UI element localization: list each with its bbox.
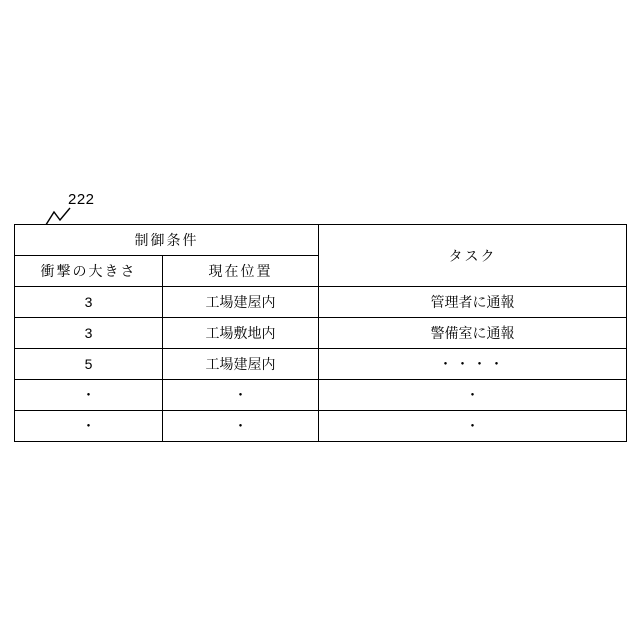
cell-impact: ・	[15, 380, 163, 411]
reference-numeral-block	[44, 192, 164, 226]
table-row	[15, 287, 627, 318]
cell-task: ・・・・	[319, 349, 627, 380]
cell-task: ・	[319, 411, 627, 442]
cell-impact: 3	[15, 287, 163, 318]
cell-task: 管理者に通報	[319, 287, 627, 318]
table-row	[15, 411, 627, 442]
table-row	[15, 318, 627, 349]
cell-impact: ・	[15, 411, 163, 442]
header-task: タスク	[319, 225, 627, 287]
table-row	[15, 349, 627, 380]
cell-position: 工場敷地内	[163, 318, 319, 349]
table-row	[15, 380, 627, 411]
header-control-condition: 制御条件	[15, 225, 319, 256]
cell-position: ・	[163, 411, 319, 442]
cell-task: ・	[319, 380, 627, 411]
cell-impact: 5	[15, 349, 163, 380]
cell-position: 工場建屋内	[163, 287, 319, 318]
cell-impact: 3	[15, 318, 163, 349]
cell-position: 工場建屋内	[163, 349, 319, 380]
header-current-position: 現在位置	[163, 256, 319, 287]
reference-numeral-label: 222	[68, 191, 95, 208]
control-condition-task-table	[14, 224, 626, 442]
header-impact-magnitude: 衝撃の大きさ	[15, 256, 163, 287]
cell-task: 警備室に通報	[319, 318, 627, 349]
cell-position: ・	[163, 380, 319, 411]
table-header-row-top	[15, 225, 627, 256]
